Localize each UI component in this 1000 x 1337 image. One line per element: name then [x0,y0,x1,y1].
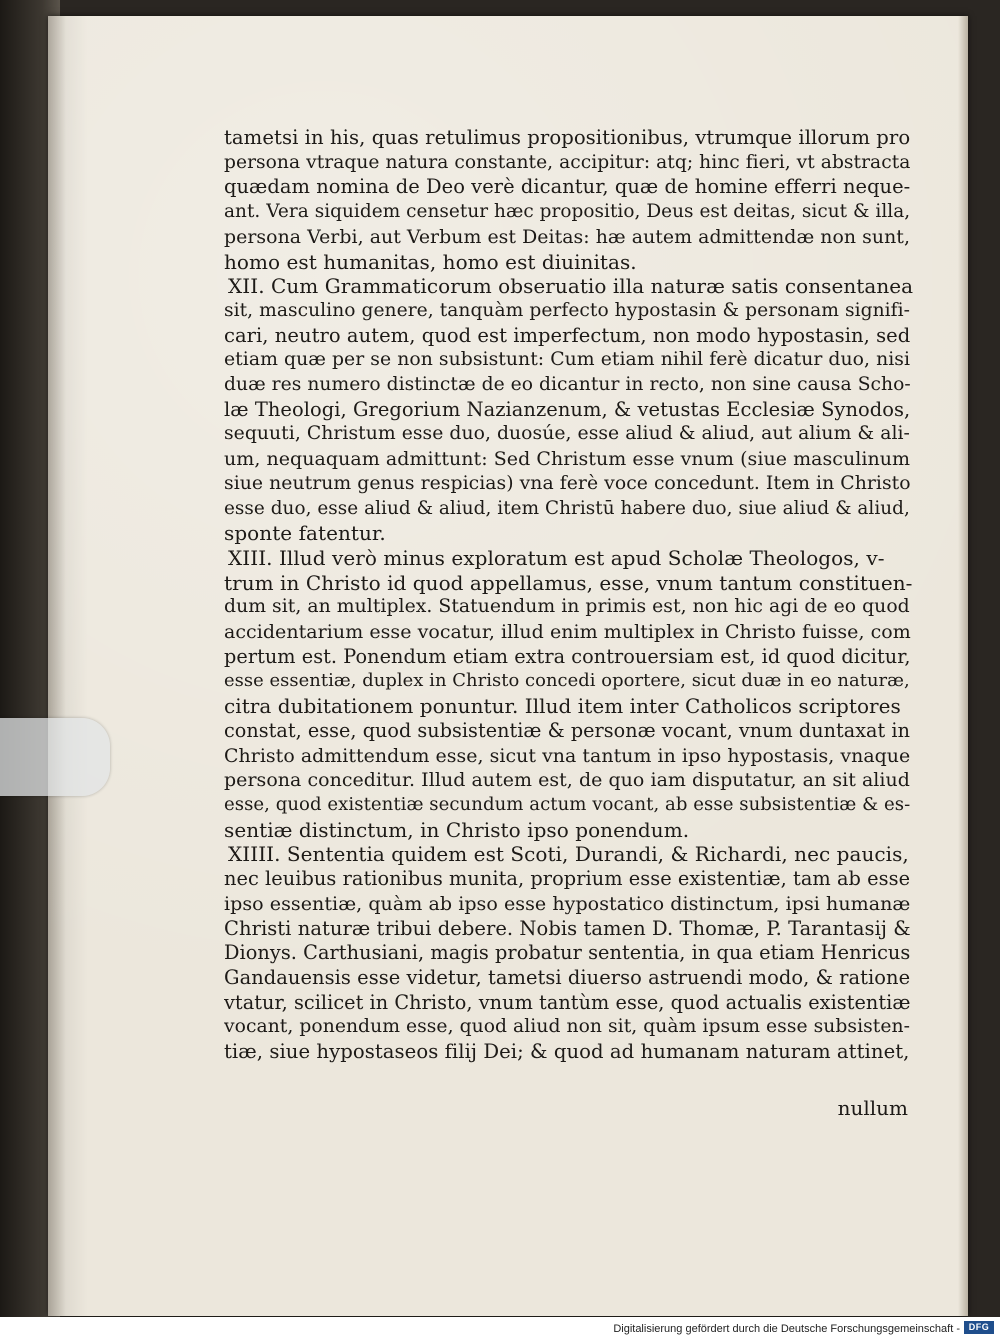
page-right-edge [958,16,968,1316]
text-line: trum in Christo id quod appellamus, esse, vnum tantum constituen- [224,570,913,595]
section-heading-xiii: XIII. Illud verò minus exploratum est apud Scholæ Theologos, v- [228,545,885,570]
text-line: esse duo, esse aliud & aliud, item Christū habere duo, siue aliud & aliud, [224,497,910,519]
text-line: pertum est. Ponendum etiam extra controuersiam est, id quod dicitur, [224,644,911,668]
text-line: quædam nomina de Deo verè dicantur, quæ de homine efferri neque- [224,175,911,199]
section-heading-xii: XII. Cum Grammaticorum obseruatio illa naturæ satis consentanea [228,274,914,299]
text-line: ant. Vera siquidem censetur hæc propositio, Deus est deitas, sicut & illa, [224,201,911,223]
text-line: persona conceditur. Illud autem est, de quo iam disputatur, an sit aliud [224,769,910,792]
section-heading-xiiii: XIIII. Sententia quidem est Scoti, Durandi, & Richardi, nec paucis, [228,842,909,867]
dfg-logo: DFG [964,1321,994,1334]
body-text [224,126,914,1065]
text-line: Christi naturæ tribui debere. Nobis tamen D. Thomæ, P. Tarantasij & [224,916,911,940]
text-line: ipso essentiæ, quàm ab ipso esse hypostatico distinctum, ipsi humanæ [224,892,911,915]
text-line: Dionys. Carthusiani, magis probatur sententia, in qua etiam Henricus [224,941,911,965]
text-line: citra dubitationem ponuntur. Illud item inter Catholicos scriptores [224,694,901,719]
text-line: esse essentiæ, duplex in Christo concedi oportere, sicut duæ in eo naturæ, [224,670,910,692]
text-line: cari, neutro autem, quod est imperfectum, non modo hypostasin, sed [224,323,911,347]
text-line: dum sit, an multiplex. Statuendum in primis est, non hic agi de eo quod [224,596,910,618]
text-line: persona vtraque natura constante, accipitur: atq; hinc fieri, vt abstracta [224,151,911,173]
text-line: vocant, ponendum esse, quod aliud non sit, quàm ipsum esse subsisten- [224,1016,910,1038]
text-line: persona Verbi, aut Verbum est Deitas: hæ autem admittendæ non sunt, [224,225,910,248]
text-line: accidentarium esse vocatur, illud enim multiplex in Christo fuisse, com [224,621,911,644]
text-line: sequuti, Christum esse duo, duosúe, esse aliud & aliud, aut alium & ali- [224,423,910,445]
page-gutter-shadow [48,16,66,1316]
text-line: vtatur, scilicet in Christo, vnum tantùm esse, quod actualis existentiæ [224,990,911,1014]
text-line: homo est humanitas, homo est diuinitas. [224,249,637,274]
text-line: siue neutrum genus respicias) vna ferè voce concedunt. Item in Christo [224,472,911,494]
text-line: Christo admittendum esse, sicut vna tantum in ipso hypostasis, vnaque [224,744,911,767]
catchword: nullum [837,1096,908,1120]
digitization-credit: Digitalisierung gefördert durch die Deutsche Forschungsgemeinschaft - [613,1323,960,1335]
text-line: nec leuibus rationibus munita, proprium esse existentiæ, tam ab esse [224,867,911,891]
text-line: Gandauensis esse videtur, tametsi diuerso astruendi modo, & ratione [224,965,911,989]
text-line: sit, masculino genere, tanquàm perfecto hypostasin & personam signifi- [224,299,910,321]
text-line: sponte fatentur. [224,521,386,546]
text-line: tiæ, siue hypostaseos filij Dei; & quod ad humanam naturam attinet, [224,1040,910,1064]
text-line: sentiæ distinctum, in Christo ipso ponendum. [224,817,690,842]
text-line: læ Theologi, Gregorium Nazianzenum, & vetustas Ecclesiæ Synodos, [224,397,911,421]
text-line: um, nequaquam admittunt: Sed Christum esse vnum (siue masculinum [224,448,911,471]
footer-bar [0,1317,1000,1337]
text-line: constat, esse, quod subsistentiæ & personæ vocant, vnum duntaxat in [224,718,910,742]
text-line: esse, quod existentiæ secundum actum vocant, ab esse subsistentiæ & es- [224,793,911,815]
text-line: etiam quæ per se non subsistunt: Cum etiam nihil ferè dicatur duo, nisi [224,349,911,371]
text-line: duæ res numero distinctæ de eo dicantur in recto, non sine causa Scho- [224,374,911,396]
page-clip-tab [0,718,110,796]
text-line: tametsi in his, quas retulimus propositionibus, vtrumque illorum pro [224,126,911,149]
